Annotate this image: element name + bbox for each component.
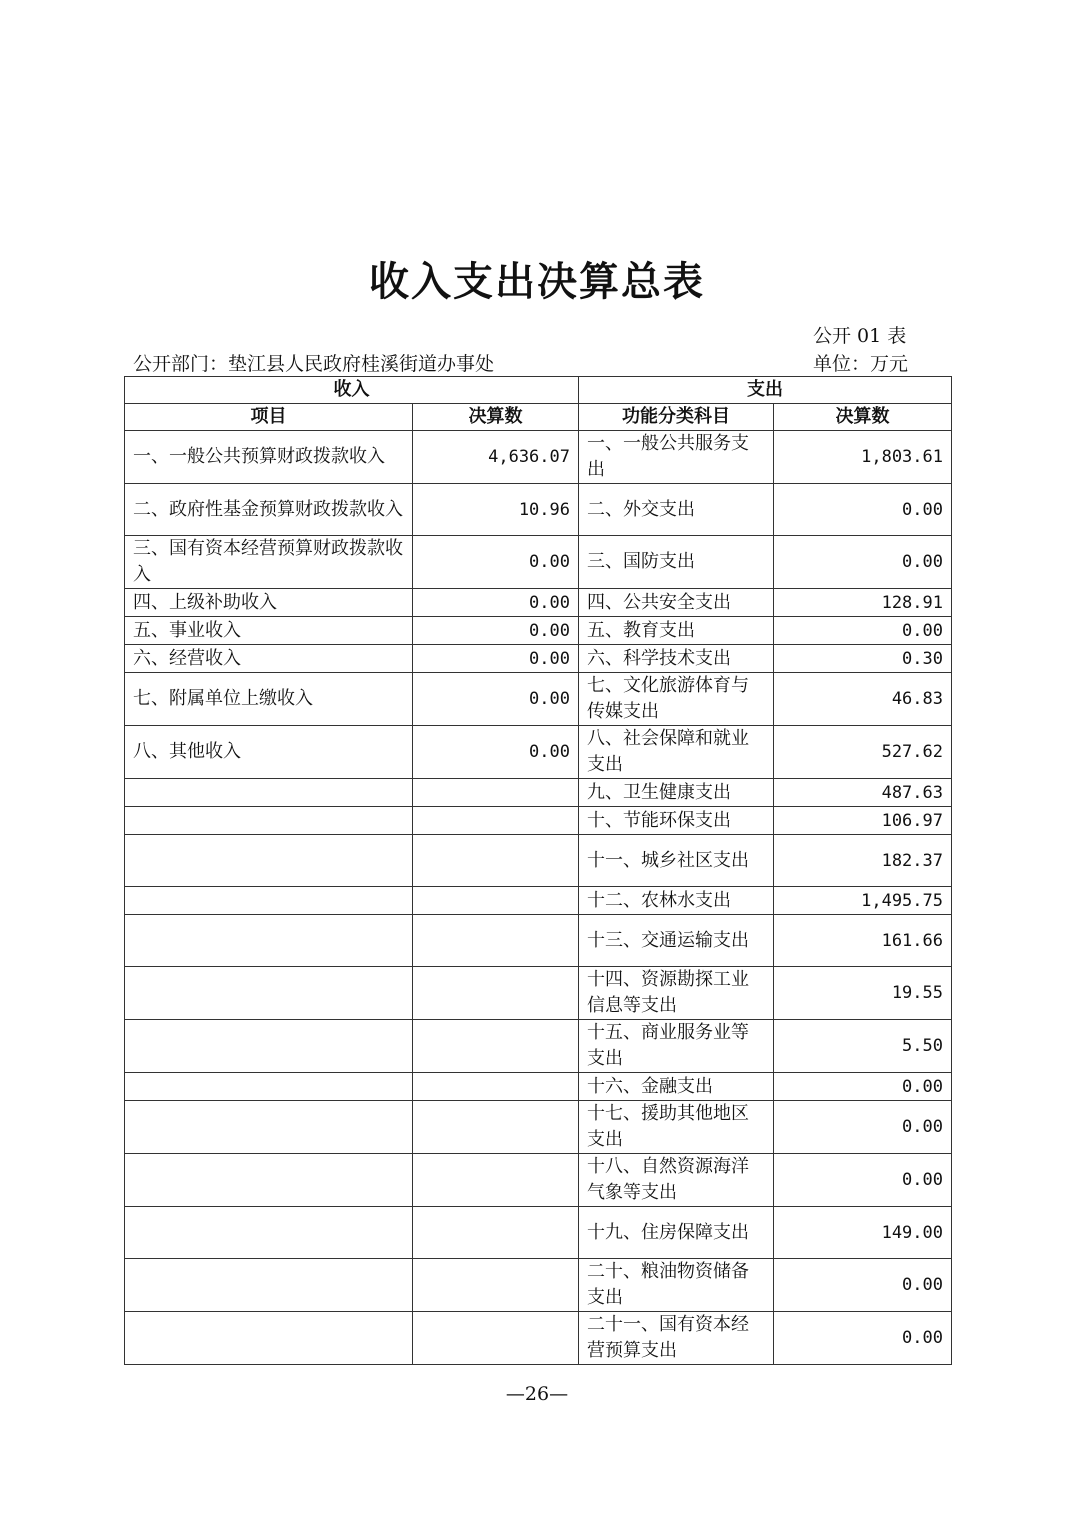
page-number: —26— — [505, 1383, 569, 1405]
expense-item-cell: 十四、资源勘探工业信息等支出 — [579, 967, 774, 1020]
income-amount-cell — [413, 1259, 579, 1312]
expense-amount-cell: 0.00 — [774, 1101, 952, 1154]
expense-item-cell: 四、公共安全支出 — [579, 589, 774, 617]
form-number: 公开 01 表 — [813, 325, 907, 347]
table-row — [125, 807, 952, 835]
expense-item-cell: 十三、交通运输支出 — [579, 915, 774, 967]
expense-amount-cell: 1,495.75 — [774, 887, 952, 915]
table-row — [125, 967, 952, 1020]
expense-amount-cell: 128.91 — [774, 589, 952, 617]
income-amount-cell — [413, 1073, 579, 1101]
income-item-cell: 二、政府性基金预算财政拨款收入 — [125, 484, 413, 536]
table-row — [125, 1073, 952, 1101]
col-header-expense-amount: 决算数 — [774, 404, 952, 431]
group-header-row — [125, 377, 952, 404]
table-row — [125, 915, 952, 967]
table-row — [125, 645, 952, 673]
expense-amount-cell: 527.62 — [774, 726, 952, 779]
expense-amount-cell: 106.97 — [774, 807, 952, 835]
income-amount-cell: 0.00 — [413, 645, 579, 673]
table-body — [125, 431, 952, 1365]
table-row — [125, 1312, 952, 1365]
expense-amount-cell: 0.00 — [774, 1154, 952, 1207]
expense-amount-cell: 0.00 — [774, 1312, 952, 1365]
table-row — [125, 484, 952, 536]
income-amount-cell: 10.96 — [413, 484, 579, 536]
expense-amount-cell: 182.37 — [774, 835, 952, 887]
table-row — [125, 835, 952, 887]
expense-item-cell: 二、外交支出 — [579, 484, 774, 536]
income-amount-cell — [413, 1154, 579, 1207]
income-amount-cell: 4,636.07 — [413, 431, 579, 484]
expense-amount-cell: 0.00 — [774, 617, 952, 645]
income-item-cell — [125, 1154, 413, 1207]
expense-item-cell: 二十、粮油物资储备支出 — [579, 1259, 774, 1312]
income-amount-cell — [413, 887, 579, 915]
income-item-cell — [125, 887, 413, 915]
expense-amount-cell: 0.00 — [774, 484, 952, 536]
income-item-cell — [125, 835, 413, 887]
expense-item-cell: 十九、住房保障支出 — [579, 1207, 774, 1259]
expense-amount-cell: 1,803.61 — [774, 431, 952, 484]
expense-item-cell: 十一、城乡社区支出 — [579, 835, 774, 887]
col-header-function: 功能分类科目 — [579, 404, 774, 431]
col-header-item: 项目 — [125, 404, 413, 431]
income-item-cell — [125, 1073, 413, 1101]
expense-item-cell: 五、教育支出 — [579, 617, 774, 645]
expense-item-cell: 二十一、国有资本经营预算支出 — [579, 1312, 774, 1365]
expense-amount-cell: 0.00 — [774, 1259, 952, 1312]
income-group-header: 收入 — [125, 377, 579, 404]
income-item-cell — [125, 1259, 413, 1312]
income-item-cell — [125, 915, 413, 967]
expense-item-cell: 十八、自然资源海洋气象等支出 — [579, 1154, 774, 1207]
table-row — [125, 1207, 952, 1259]
income-item-cell — [125, 779, 413, 807]
expense-item-cell: 十、节能环保支出 — [579, 807, 774, 835]
income-amount-cell: 0.00 — [413, 536, 579, 589]
expense-amount-cell: 161.66 — [774, 915, 952, 967]
expense-item-cell: 三、国防支出 — [579, 536, 774, 589]
department-label: 公开部门：垫江县人民政府桂溪街道办事处 — [133, 353, 495, 375]
expense-item-cell: 八、社会保障和就业支出 — [579, 726, 774, 779]
income-amount-cell — [413, 1020, 579, 1073]
expense-amount-cell: 46.83 — [774, 673, 952, 726]
table-row — [125, 589, 952, 617]
income-item-cell: 三、国有资本经营预算财政拨款收入 — [125, 536, 413, 589]
table-row — [125, 536, 952, 589]
income-item-cell — [125, 1207, 413, 1259]
col-header-income-amount: 决算数 — [413, 404, 579, 431]
table-row — [125, 673, 952, 726]
table-row — [125, 1154, 952, 1207]
income-amount-cell — [413, 807, 579, 835]
income-amount-cell — [413, 1207, 579, 1259]
table-row — [125, 617, 952, 645]
income-amount-cell: 0.00 — [413, 726, 579, 779]
expense-item-cell: 一、一般公共服务支出 — [579, 431, 774, 484]
income-item-cell — [125, 1101, 413, 1154]
income-amount-cell: 0.00 — [413, 589, 579, 617]
income-item-cell — [125, 1312, 413, 1365]
table-row — [125, 1259, 952, 1312]
expense-amount-cell: 19.55 — [774, 967, 952, 1020]
expense-amount-cell: 0.30 — [774, 645, 952, 673]
expense-amount-cell: 5.50 — [774, 1020, 952, 1073]
expense-item-cell: 十二、农林水支出 — [579, 887, 774, 915]
income-item-cell: 五、事业收入 — [125, 617, 413, 645]
income-amount-cell — [413, 835, 579, 887]
unit-label: 单位：万元 — [813, 353, 909, 375]
expense-item-cell: 六、科学技术支出 — [579, 645, 774, 673]
expense-group-header: 支出 — [579, 377, 952, 404]
income-item-cell — [125, 1020, 413, 1073]
page-title: 收入支出决算总表 — [369, 259, 705, 305]
income-item-cell: 四、上级补助收入 — [125, 589, 413, 617]
expense-amount-cell: 0.00 — [774, 1073, 952, 1101]
table-row — [125, 887, 952, 915]
expense-amount-cell: 487.63 — [774, 779, 952, 807]
income-item-cell: 一、一般公共预算财政拨款收入 — [125, 431, 413, 484]
income-amount-cell: 0.00 — [413, 617, 579, 645]
income-item-cell: 八、其他收入 — [125, 726, 413, 779]
income-amount-cell — [413, 1101, 579, 1154]
table-row — [125, 779, 952, 807]
income-amount-cell — [413, 1312, 579, 1365]
income-amount-cell — [413, 967, 579, 1020]
expense-item-cell: 十六、金融支出 — [579, 1073, 774, 1101]
expense-amount-cell: 149.00 — [774, 1207, 952, 1259]
expense-item-cell: 十五、商业服务业等支出 — [579, 1020, 774, 1073]
table-row — [125, 1101, 952, 1154]
income-amount-cell — [413, 779, 579, 807]
expense-item-cell: 十七、援助其他地区支出 — [579, 1101, 774, 1154]
expense-item-cell: 九、卫生健康支出 — [579, 779, 774, 807]
income-expense-table — [124, 376, 952, 1365]
column-header-row — [125, 404, 952, 431]
table-row — [125, 726, 952, 779]
income-item-cell: 七、附属单位上缴收入 — [125, 673, 413, 726]
expense-item-cell: 七、文化旅游体育与传媒支出 — [579, 673, 774, 726]
income-amount-cell — [413, 915, 579, 967]
income-amount-cell: 0.00 — [413, 673, 579, 726]
income-item-cell — [125, 807, 413, 835]
income-item-cell: 六、经营收入 — [125, 645, 413, 673]
table-row — [125, 1020, 952, 1073]
table-row — [125, 431, 952, 484]
expense-amount-cell: 0.00 — [774, 536, 952, 589]
income-item-cell — [125, 967, 413, 1020]
